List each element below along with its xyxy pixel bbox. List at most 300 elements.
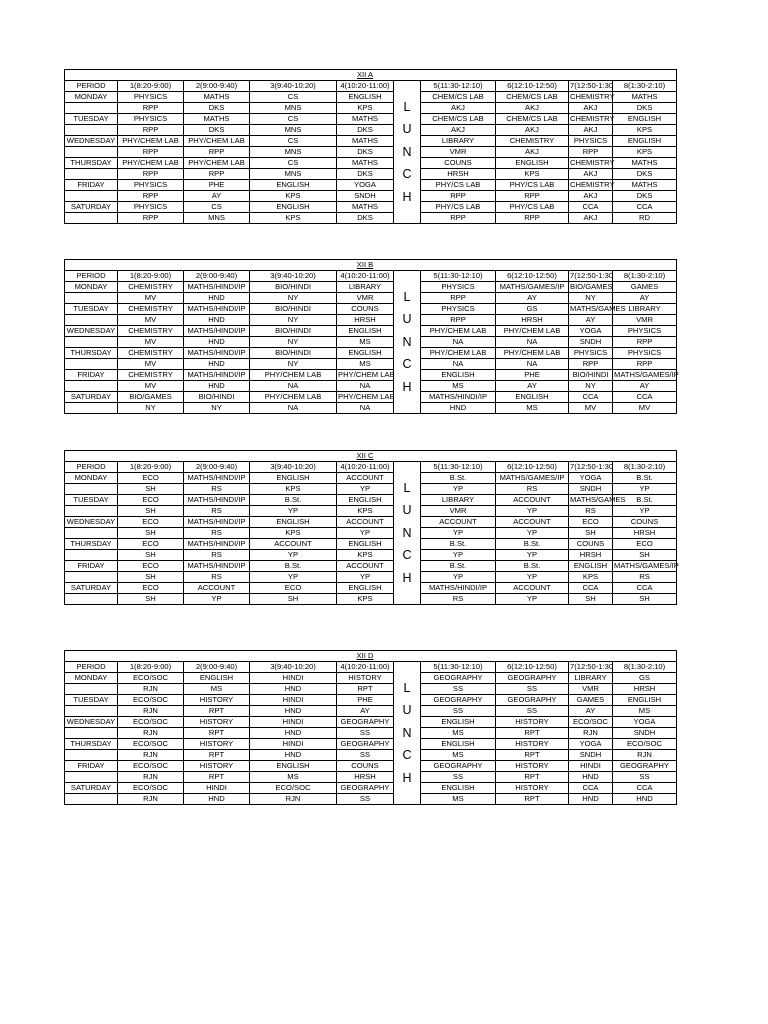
day-blank [65, 684, 118, 695]
lunch-break-cell [394, 81, 421, 224]
teacher-cell: KPS [250, 191, 337, 202]
teacher-cell: NA [250, 403, 337, 414]
teacher-cell: HND [421, 403, 496, 414]
teacher-cell: NA [496, 337, 569, 348]
teacher-cell: YP [421, 550, 496, 561]
lunch-letter: N [402, 334, 412, 349]
teacher-row [65, 728, 677, 739]
teacher-cell: YP [613, 484, 677, 495]
subject-cell: ECO/SOC [118, 717, 184, 728]
day-name: MONDAY [65, 92, 118, 103]
subject-cell: ENGLISH [337, 495, 394, 506]
lunch-letter: L [403, 99, 411, 114]
teacher-row [65, 550, 677, 561]
period-header: PERIOD [65, 81, 118, 92]
subject-cell: ENGLISH [337, 583, 394, 594]
lunch-letter: H [402, 379, 412, 394]
period-7-header: 7(12:50-1:30 [570, 662, 614, 671]
lunch-letter: L [403, 480, 411, 495]
teacher-cell: HND [184, 337, 250, 348]
subject-row [65, 326, 677, 337]
period-header-row [65, 81, 677, 92]
day-blank [65, 213, 118, 224]
subject-cell: B.St. [421, 539, 496, 550]
teacher-cell: HND [250, 706, 337, 717]
subject-cell: PHY/CHEM LAB [118, 136, 184, 147]
teacher-cell: RPP [421, 293, 496, 304]
teacher-row [65, 315, 677, 326]
teacher-cell: HRSH [613, 528, 677, 539]
subject-cell: BIO/HINDI [569, 370, 613, 381]
subject-cell: ENGLISH [421, 370, 496, 381]
teacher-cell: DKS [613, 169, 677, 180]
teacher-cell: SNDH [337, 191, 394, 202]
subject-cell: CHEMISTRY [496, 136, 569, 147]
subject-cell: HISTORY [496, 739, 569, 750]
class-title: XII C [337, 451, 394, 462]
teacher-cell: RS [496, 484, 569, 495]
teacher-cell: AKJ [569, 103, 613, 114]
title-left-cell [65, 70, 337, 81]
period-4-header: 4(10:20-11:00) [337, 462, 394, 473]
lunch-letter: C [402, 167, 412, 182]
teacher-row [65, 528, 677, 539]
subject-cell: ACCOUNT [421, 517, 496, 528]
teacher-row [65, 750, 677, 761]
teacher-cell: SH [118, 572, 184, 583]
subject-cell: CS [250, 158, 337, 169]
subject-cell: ENGLISH [613, 114, 677, 125]
teacher-cell: KPS [337, 506, 394, 517]
subject-cell: ENGLISH [250, 202, 337, 213]
subject-row [65, 114, 677, 125]
subject-cell: ACCOUNT [250, 539, 337, 550]
subject-cell: PHYSICS [118, 180, 184, 191]
subject-row [65, 136, 677, 147]
day-name: TUESDAY [65, 695, 118, 706]
subject-cell: COUNS [337, 761, 394, 772]
subject-cell: PHY/CHEM LAB [338, 370, 395, 379]
period-8-header: 8(1:30-2:10) [613, 462, 677, 473]
teacher-cell: SS [496, 706, 569, 717]
day-name: THURSDAY [65, 739, 118, 750]
teacher-row [65, 359, 677, 370]
day-name: SATURDAY [65, 392, 118, 403]
subject-cell: MATHS/GAMES/IP [496, 473, 569, 484]
subject-cell: MATHS [337, 158, 394, 169]
day-blank [65, 772, 118, 783]
subject-row [65, 583, 677, 594]
subject-cell: PHYSICS [569, 136, 613, 147]
teacher-cell: AY [337, 706, 394, 717]
subject-cell: CCA [569, 583, 613, 594]
subject-cell: ECO [118, 473, 184, 484]
subject-cell: YOGA [337, 180, 394, 191]
period-header: PERIOD [65, 271, 118, 282]
teacher-cell: RPT [496, 772, 569, 783]
teacher-cell: RPP [496, 191, 569, 202]
subject-cell: MATHS [184, 92, 250, 103]
title-right-cell [394, 70, 677, 81]
subject-cell: YOGA [569, 326, 613, 337]
teacher-cell: MNS [250, 147, 337, 158]
subject-cell: B.St. [496, 539, 569, 550]
subject-cell: ECO [118, 583, 184, 594]
subject-cell: MATHS/HINDI/IP [184, 539, 250, 550]
teacher-cell: SH [250, 594, 337, 605]
teacher-cell: AY [496, 293, 569, 304]
subject-cell: B.St. [250, 495, 337, 506]
teacher-cell: SH [613, 594, 677, 605]
lunch-letter: N [402, 525, 412, 540]
subject-cell: MATHS/HINDI/IP [184, 517, 250, 528]
subject-cell: COUNS [613, 517, 677, 528]
subject-cell: HINDI [250, 739, 337, 750]
day-blank [65, 794, 118, 805]
period-3-header: 3(9:40-10:20) [250, 462, 337, 473]
teacher-cell: RPP [569, 147, 613, 158]
teacher-cell: MS [496, 403, 569, 414]
lunch-letter: C [402, 748, 412, 763]
teacher-cell: RJN [118, 750, 184, 761]
day-blank [65, 103, 118, 114]
subject-cell: GAMES [569, 695, 613, 706]
day-blank [65, 506, 118, 517]
teacher-cell: RJN [118, 728, 184, 739]
subject-cell: CHEMISTRY [570, 158, 615, 167]
period-2-header: 2(9:00-9:40) [184, 81, 250, 92]
subject-cell: ACCOUNT [337, 517, 394, 528]
teacher-cell: MV [118, 381, 184, 392]
period-4-header: 4(10:20-11:00) [337, 81, 394, 92]
day-name: SATURDAY [65, 202, 118, 213]
teacher-cell: MV [118, 359, 184, 370]
subject-row [65, 282, 677, 293]
teacher-row [65, 125, 677, 136]
subject-cell: CHEMISTRY [118, 282, 184, 293]
teacher-cell: HND [184, 381, 250, 392]
subject-cell: CS [184, 202, 250, 213]
teacher-cell: RPP [118, 213, 184, 224]
day-name: MONDAY [65, 673, 118, 684]
teacher-row [65, 213, 677, 224]
teacher-cell: NA [250, 381, 337, 392]
teacher-cell: RPP [496, 213, 569, 224]
teacher-cell: RPT [184, 706, 250, 717]
subject-cell: PHY/CHEM LAB [421, 348, 496, 359]
lunch-letter: H [402, 570, 412, 585]
period-6-header: 6(12:10-12:50) [496, 662, 569, 673]
subject-cell: ENGLISH [421, 783, 496, 794]
teacher-cell: KPS [613, 125, 677, 136]
subject-cell: PHYSICS [118, 92, 184, 103]
teacher-cell: SS [421, 684, 496, 695]
lunch-letter: H [402, 770, 412, 785]
subject-cell: PHYSICS [421, 282, 496, 293]
teacher-cell: RPP [421, 191, 496, 202]
subject-cell: MATHS/GAMES [570, 495, 626, 504]
teacher-cell: SS [337, 794, 394, 805]
day-blank [65, 550, 118, 561]
subject-cell: CHEMISTRY [570, 114, 615, 123]
teacher-row [65, 484, 677, 495]
subject-row [65, 673, 677, 684]
subject-row [65, 348, 677, 359]
subject-cell: MATHS [337, 202, 394, 213]
teacher-cell: RS [421, 594, 496, 605]
day-blank [65, 359, 118, 370]
subject-cell: B.St. [613, 473, 677, 484]
subject-cell: ECO [569, 517, 613, 528]
period-5-header: 5(11:30-12:10) [421, 462, 496, 473]
teacher-cell: HND [250, 750, 337, 761]
subject-cell: ECO [118, 561, 184, 572]
day-blank [65, 528, 118, 539]
teacher-cell: MS [421, 381, 496, 392]
subject-cell: CCA [569, 202, 613, 213]
teacher-cell: YP [250, 550, 337, 561]
teacher-row [65, 169, 677, 180]
teacher-cell: KPS [569, 572, 613, 583]
subject-cell: PHE [496, 370, 569, 381]
teacher-cell: MV [118, 293, 184, 304]
teacher-cell: KPS [337, 103, 394, 114]
subject-cell: GEOGRAPHY [496, 695, 569, 706]
title-left-cell [65, 651, 337, 662]
teacher-cell: KPS [250, 213, 337, 224]
teacher-cell: SH [118, 550, 184, 561]
day-name: TUESDAY [65, 114, 118, 125]
subject-cell: MATHS/GAMES/IP [614, 561, 679, 570]
teacher-cell: NA [421, 337, 496, 348]
timetable-3 [64, 450, 677, 605]
day-blank [65, 191, 118, 202]
lunch-break-cell [394, 462, 421, 605]
subject-cell: ENGLISH [337, 92, 394, 103]
day-name: FRIDAY [65, 561, 118, 572]
day-name: MONDAY [65, 473, 118, 484]
teacher-cell: RPT [496, 794, 569, 805]
subject-cell: B.St. [613, 495, 677, 506]
teacher-cell: SH [118, 506, 184, 517]
teacher-row [65, 103, 677, 114]
day-blank [65, 706, 118, 717]
teacher-cell: RS [184, 550, 250, 561]
subject-cell: CHEMISTRY [570, 92, 615, 101]
teacher-cell: YP [184, 594, 250, 605]
subject-cell: MATHS [613, 180, 677, 191]
teacher-cell: DKS [184, 125, 250, 136]
teacher-cell: RJN [569, 728, 613, 739]
teacher-cell: VMR [421, 506, 496, 517]
subject-cell: ENGLISH [613, 695, 677, 706]
teacher-cell: RD [613, 213, 677, 224]
subject-cell: ECO [118, 539, 184, 550]
subject-cell: CHEM/CS LAB [421, 114, 496, 125]
subject-cell: MATHS [337, 136, 394, 147]
subject-cell: GEOGRAPHY [421, 673, 496, 684]
teacher-cell: MS [421, 750, 496, 761]
teacher-cell: RPP [118, 191, 184, 202]
subject-cell: PHYSICS [118, 202, 184, 213]
subject-row [65, 392, 677, 403]
subject-cell: CS [250, 136, 337, 147]
subject-cell: YOGA [569, 473, 613, 484]
subject-cell: PHYSICS [421, 304, 496, 315]
teacher-cell: RJN [118, 794, 184, 805]
subject-cell: B.St. [496, 561, 569, 572]
subject-cell: ENGLISH [184, 673, 250, 684]
teacher-cell: HND [250, 728, 337, 739]
subject-cell: MATHS/GAMES/IP [496, 282, 569, 293]
teacher-cell: VMR [337, 293, 394, 304]
teacher-cell: YP [421, 484, 496, 495]
subject-cell: HISTORY [184, 761, 250, 772]
day-blank [65, 403, 118, 414]
subject-cell: CHEMISTRY [118, 304, 184, 315]
period-7-header: 7(12:50-1:30 [570, 271, 614, 280]
teacher-cell: RPP [613, 359, 677, 370]
day-blank [65, 381, 118, 392]
subject-cell: MATHS/HINDI/IP [184, 326, 250, 337]
subject-cell: ECO [613, 539, 677, 550]
teacher-cell: AKJ [569, 213, 613, 224]
title-right-cell [394, 451, 677, 462]
subject-row [65, 739, 677, 750]
period-5-header: 5(11:30-12:10) [421, 271, 496, 282]
teacher-cell: RS [184, 506, 250, 517]
teacher-cell: KPS [496, 169, 569, 180]
subject-cell: CCA [613, 583, 677, 594]
teacher-cell: NY [250, 359, 337, 370]
class-title: XII D [337, 651, 394, 662]
day-blank [65, 594, 118, 605]
teacher-cell: VMR [569, 684, 613, 695]
teacher-cell: SS [337, 750, 394, 761]
teacher-cell: DKS [337, 147, 394, 158]
teacher-cell: NA [337, 381, 394, 392]
period-header: PERIOD [65, 662, 118, 673]
teacher-cell: AKJ [496, 103, 569, 114]
teacher-cell: YP [250, 506, 337, 517]
subject-cell: MATHS/HINDI/IP [184, 282, 250, 293]
period-8-header: 8(1:30-2:10) [613, 662, 677, 673]
teacher-cell: RPP [118, 147, 184, 158]
teacher-cell: MV [118, 315, 184, 326]
subject-cell: COUNS [569, 539, 613, 550]
day-name: SATURDAY [65, 583, 118, 594]
subject-cell: ECO/SOC [569, 717, 613, 728]
subject-row [65, 539, 677, 550]
teacher-cell: SH [118, 594, 184, 605]
teacher-cell: NY [250, 293, 337, 304]
teacher-cell: RPT [184, 772, 250, 783]
subject-cell: ENGLISH [613, 136, 677, 147]
day-name: SATURDAY [65, 783, 118, 794]
period-7-header: 7(12:50-1:30 [570, 81, 614, 90]
subject-cell: GEOGRAPHY [421, 695, 496, 706]
subject-cell: MATHS/HINDI/IP [184, 370, 250, 381]
teacher-cell: SH [118, 484, 184, 495]
teacher-cell: DKS [337, 213, 394, 224]
class-title-row [65, 70, 677, 81]
teacher-cell: YP [250, 572, 337, 583]
teacher-cell: KPS [337, 550, 394, 561]
teacher-cell: MS [184, 684, 250, 695]
teacher-cell: RS [569, 506, 613, 517]
teacher-cell: MV [118, 337, 184, 348]
teacher-cell: SNDH [569, 337, 613, 348]
day-name: THURSDAY [65, 348, 118, 359]
teacher-cell: MS [613, 706, 677, 717]
teacher-cell: NY [569, 381, 613, 392]
teacher-cell: MNS [184, 213, 250, 224]
teacher-cell: SH [118, 528, 184, 539]
teacher-row [65, 506, 677, 517]
subject-cell: MATHS [613, 92, 677, 103]
lunch-break-cell [394, 271, 421, 414]
lunch-letter: L [403, 289, 411, 304]
teacher-cell: RPP [421, 315, 496, 326]
teacher-cell: SH [613, 550, 677, 561]
subject-cell: GEOGRAPHY [496, 673, 569, 684]
teacher-cell: RPP [184, 147, 250, 158]
period-2-header: 2(9:00-9:40) [184, 462, 250, 473]
teacher-cell: RPP [421, 213, 496, 224]
subject-cell: ACCOUNT [496, 495, 569, 506]
subject-cell: PHY/CS LAB [421, 180, 496, 191]
period-header-row [65, 662, 677, 673]
period-6-header: 6(12:10-12:50) [496, 271, 569, 282]
teacher-cell: RPT [184, 750, 250, 761]
subject-cell: PHE [337, 695, 394, 706]
teacher-cell: RPP [118, 103, 184, 114]
teacher-cell: MV [569, 403, 613, 414]
teacher-cell: RJN [250, 794, 337, 805]
teacher-cell: YP [496, 594, 569, 605]
subject-cell: LIBRARY [421, 495, 496, 506]
day-blank [65, 169, 118, 180]
teacher-cell: DKS [613, 103, 677, 114]
subject-cell: CCA [569, 392, 613, 403]
subject-cell: ACCOUNT [337, 561, 394, 572]
teacher-cell: SNDH [613, 728, 677, 739]
subject-cell: LIBRARY [613, 304, 677, 315]
subject-cell: PHY/CHEM LAB [421, 326, 496, 337]
teacher-cell: YP [496, 506, 569, 517]
teacher-cell: RS [184, 484, 250, 495]
subject-cell: B.St. [421, 561, 496, 572]
day-blank [65, 125, 118, 136]
teacher-cell: AKJ [569, 125, 613, 136]
subject-cell: MATHS/HINDI/IP [184, 473, 250, 484]
subject-cell: ENGLISH [250, 761, 337, 772]
period-8-header: 8(1:30-2:10) [613, 81, 677, 92]
subject-cell: PHYSICS [613, 326, 677, 337]
subject-cell: MATHS/GAMES/IP [614, 370, 679, 379]
teacher-cell: SS [421, 772, 496, 783]
day-blank [65, 484, 118, 495]
timetable-1 [64, 69, 677, 224]
teacher-cell: YP [496, 528, 569, 539]
teacher-row [65, 594, 677, 605]
teacher-cell: HRSH [421, 169, 496, 180]
teacher-cell: YP [421, 572, 496, 583]
period-2-header: 2(9:00-9:40) [184, 271, 250, 282]
title-left-cell [65, 451, 337, 462]
subject-cell: PHY/CHEM LAB [184, 136, 250, 147]
subject-cell: MATHS/HINDI/IP [184, 495, 250, 506]
